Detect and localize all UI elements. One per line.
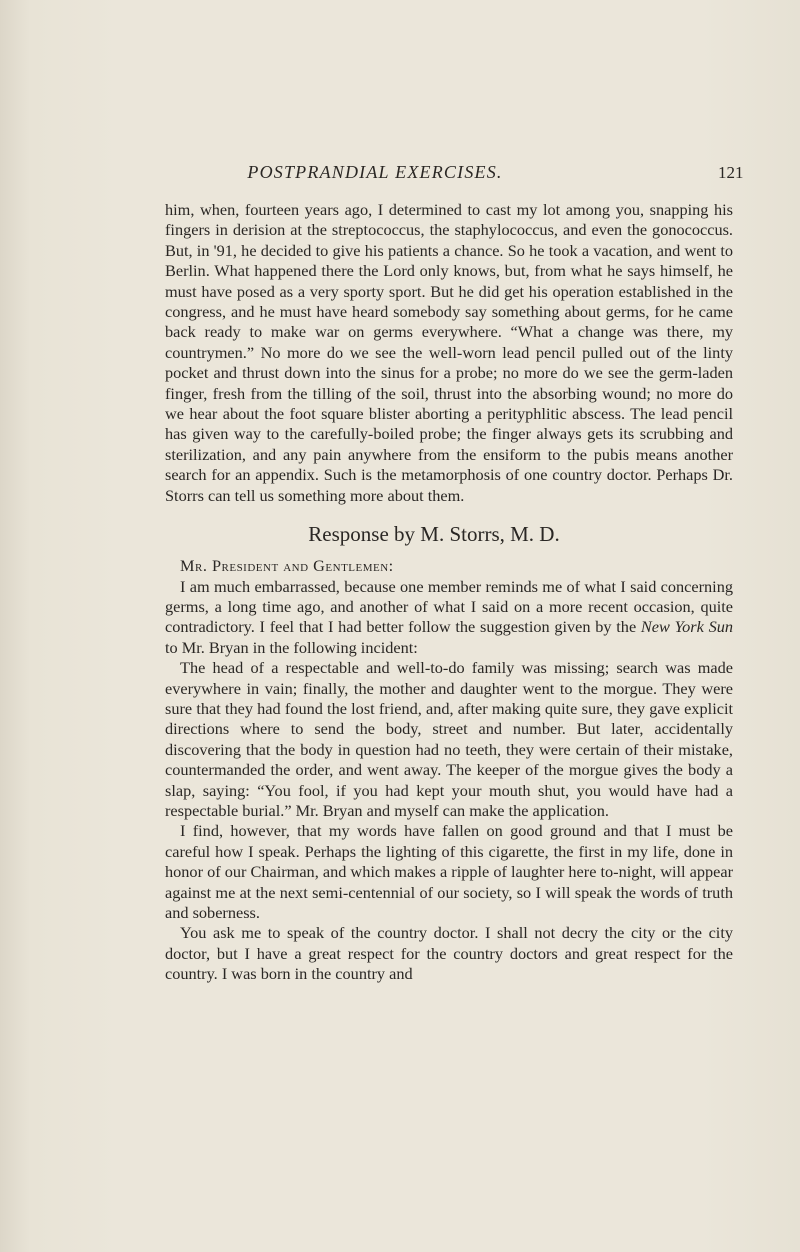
paragraph-country-doctor: You ask me to speak of the country doctor. I shall not decry the city or the city doctor, but I have a great respect for the country doctors and great respect for the country. I was born in the country and	[165, 923, 733, 984]
newspaper-title: New York Sun	[640, 617, 733, 637]
paragraph-embarrassed	[165, 577, 733, 659]
paragraph-embarrassed-start: I am much embarrassed, because one member reminds me of what I said concerning germs, a long time ago, and another of what I said on a more recent occasion, quite contradictory. I feel that I had better follow the suggestion given by the	[165, 576, 733, 637]
body-text	[165, 200, 733, 985]
paragraph-embarrassed-end: to Mr. Bryan in the following incident:	[165, 637, 418, 657]
paragraph-morgue-anecdote: The head of a respectable and well-to-do family was missing; search was made everywhere in vain; finally, the mother and daughter went to the morgue. They were sure that they had found the lost friend, and, after making quite sure, they gave explicit directions where to send the body, street and number. But later, accidentally discovering that the body in question had no teeth, they were certain of their mistake, countermanded the order, and went away. The keeper of the morgue gives the body a slap, saying: “You fool, if you had kept your mouth shut, you would have had a respectable burial.” Mr. Bryan and myself can make the application.	[165, 658, 733, 820]
section-heading: Response by M. Storrs, M. D.	[308, 522, 560, 547]
running-head-title: POSTPRANDIAL EXERCISES.	[247, 162, 503, 182]
paragraph-cigarette: I find, however, that my words have fallen on good ground and that I must be careful how I speak. Perhaps the lighting of this cigarette, the first in my life, done in honor of our Chairman, and which makes a ripple of laughter here to-night, will appear against me at the next semi-centennial of our society, so I will speak the words of truth and soberness.	[165, 821, 733, 922]
paragraph-continued: him, when, fourteen years ago, I determined to cast my lot among you, snapping his fingers in derision at the streptococcus, the staphylococcus, and even the gonococcus. But, in '91, he decided to give his patients a chance. So he took a vacation, and went to Berlin. What happened there the Lord only knows, but, from what he says himself, he must have posed as a very sporty sport. But he did get his operation established in the congress, and he must have heard somebody say something about germs, for he came back ready to make war on germs everywhere. “What a change was there, my countrymen.” No more do we see the well-worn lead pencil pulled out of the linty pocket and thrust down into the sinus for a probe; no more do we see the germ-laden finger, fresh from the tilling of the soil, thrust into the absorbing wound; no more do we hear about the foot square blister aborting a perityphlitic abscess. The lead pencil has given way to the carefully-boiled probe; the finger always gets its scrubbing and sterilization, and any pain anywhere from the ensiform to the pubis means another search for an appendix. Such is the metamorphosis of one country doctor. Perhaps Dr. Storrs can tell us something more about them.	[165, 200, 733, 505]
running-head	[0, 162, 800, 186]
salutation: Mr. President and Gentlemen:	[180, 556, 394, 576]
page-number: 121	[718, 163, 744, 182]
